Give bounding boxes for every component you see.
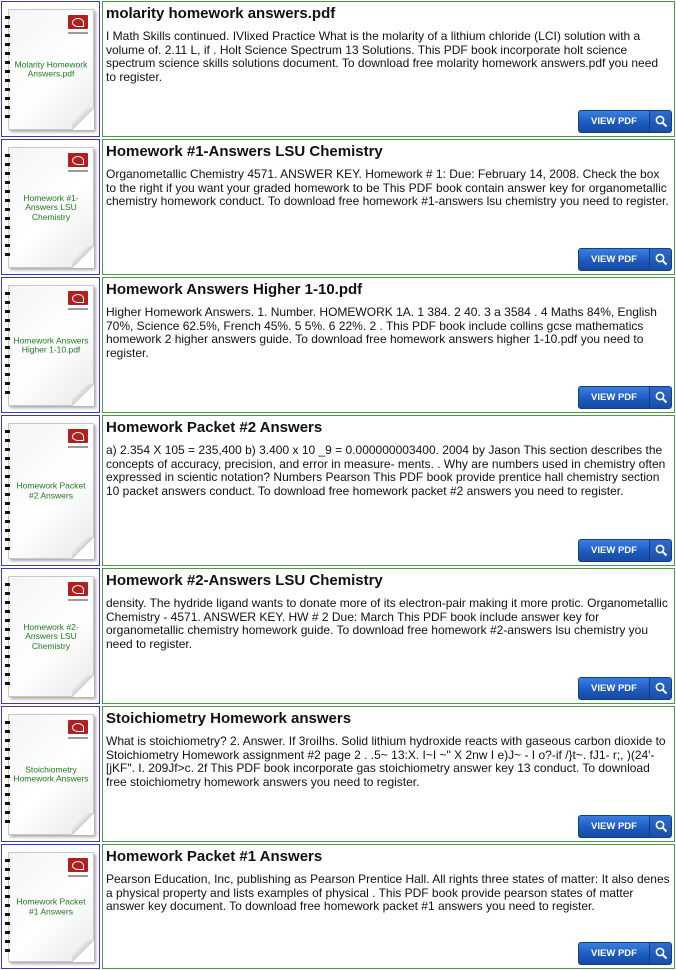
result-title[interactable]: Stoichiometry Homework answers — [106, 710, 352, 727]
view-pdf-button[interactable] — [578, 815, 672, 838]
view-pdf-label: VIEW PDF — [591, 116, 637, 127]
result-info — [102, 139, 675, 275]
document-icon — [8, 147, 94, 268]
pdf-thumbnail[interactable] — [1, 415, 100, 566]
result-title[interactable]: Homework Packet #2 Answers — [106, 419, 323, 436]
result-title[interactable]: Homework #2-Answers LSU Chemistry — [106, 572, 383, 589]
pdf-thumbnail[interactable] — [1, 568, 100, 704]
result-description: density. The hydride ligand wants to donate more of its electron-pair making it more protic. Organometallic Chemistry - 4571. ANSWER KEY. HW # 2 Due: March This PDF book include answer key for organometallic chemistry homework guide. To download free homework #2-answers lsu chemistry you need to register. — [106, 596, 668, 651]
result-description: a) 2.354 X 105 = 235,400 b) 3.400 x 10 _9 = 0.000000003400. 2004 by Jason This section describes the concepts of accuracy, precision, and error in measure- ments. . Why are numbers used in chemistry often expressed in scientic notation? Numbers Pearson This PDF book provide prentice hall chemistry section 10 packet answers conduct. To download free homework packet #2 answers you need to register. — [106, 443, 666, 498]
document-icon — [8, 576, 94, 697]
result-item — [0, 139, 676, 275]
view-pdf-label: VIEW PDF — [591, 683, 637, 694]
magnifier-icon — [650, 540, 671, 561]
result-info — [102, 568, 675, 704]
view-pdf-label: VIEW PDF — [591, 948, 637, 959]
pdf-thumbnail[interactable] — [1, 1, 100, 137]
result-title[interactable]: Homework Answers Higher 1-10.pdf — [106, 281, 363, 298]
result-item — [0, 415, 676, 566]
magnifier-icon — [650, 678, 671, 699]
result-title[interactable]: Homework #1-Answers LSU Chemistry — [106, 143, 383, 160]
view-pdf-label: VIEW PDF — [591, 545, 637, 556]
view-pdf-button[interactable] — [578, 677, 672, 700]
document-icon — [8, 9, 94, 130]
thumbnail-caption: Homework Packet #2 Answers — [16, 480, 86, 500]
view-pdf-label: VIEW PDF — [591, 254, 637, 265]
pdf-logo-icon — [68, 720, 88, 734]
view-pdf-button[interactable] — [578, 942, 672, 965]
result-item — [0, 706, 676, 842]
result-title[interactable]: molarity homework answers.pdf — [106, 5, 336, 22]
result-title[interactable]: Homework Packet #1 Answers — [106, 848, 323, 865]
magnifier-icon — [650, 249, 671, 270]
view-pdf-label: VIEW PDF — [591, 392, 637, 403]
document-icon — [8, 852, 94, 962]
view-pdf-label: VIEW PDF — [591, 821, 637, 832]
view-pdf-button[interactable] — [578, 110, 672, 133]
result-info — [102, 415, 675, 566]
result-info — [102, 1, 675, 137]
result-info — [102, 277, 675, 413]
result-item — [0, 568, 676, 704]
pdf-logo-icon — [68, 429, 88, 443]
result-description: I Math Skills continued. IVlixed Practice What is the molarity of a lithium chloride (LCI) solution with a volume of. 2.11 L, if . Holt Science Spectrum 13 Solutions. This PDF book incorporate holt science spectrum science skills solutions document. To download free molarity homework answers.pdf you need to register. — [106, 29, 659, 84]
pdf-thumbnail[interactable] — [1, 139, 100, 275]
result-description: What is stoichiometry? 2. Answer. If 3roiIhs. Solid lithium hydroxide reacts with gaseous carbon dioxide to Stoichiometry Homework assignment #2 page 2 . .5~ 13:X. I~I ~" X 2nw I e)J~ - I o?-if /}t~. fJ1- r;, )(24'-[jKF". I. 209Jf>c. 2f This PDF book incorporate gas stoichiometry answer key 13 conduct. To download free stoichiometry homework answers you need to register. — [106, 734, 666, 789]
view-pdf-button[interactable] — [578, 539, 672, 562]
thumbnail-caption: Stoichiometry Homework Answers — [13, 764, 89, 784]
pdf-thumbnail[interactable] — [1, 277, 100, 413]
pdf-thumbnail[interactable] — [1, 706, 100, 842]
result-item — [0, 844, 676, 969]
pdf-logo-icon — [68, 153, 88, 167]
result-description: Higher Homework Answers. 1. Number. HOMEWORK 1A. 1 384. 2 40. 3 a 3584 . 4 Maths 84%, English 70%, Science 62.5%, French 45%. 5 5%. 6 22%. 2 . This PDF book include collins gcse mathematics homework 2 higher answers guide. To download free homework answers higher 1-10.pdf you need to register. — [106, 305, 657, 360]
pdf-logo-icon — [68, 15, 88, 29]
view-pdf-button[interactable] — [578, 386, 672, 409]
magnifier-icon — [650, 387, 671, 408]
result-item — [0, 1, 676, 137]
result-description: Organometallic Chemistry 4571. ANSWER KEY. Homework # 1: Due: February 14, 2008. Check the box to the right if you want your graded homework to be This PDF book contain answer key for organometallic chemistry homework conduct. To download free homework #1-answers lsu chemistry you need to register. — [106, 167, 669, 209]
magnifier-icon — [650, 111, 671, 132]
thumbnail-caption: Molarity Homework Answers.pdf — [14, 59, 88, 79]
pdf-logo-icon — [68, 582, 88, 596]
document-icon — [8, 423, 94, 559]
thumbnail-caption: Homework #1-Answers LSU Chemistry — [23, 192, 79, 222]
thumbnail-caption: Homework Packet #1 Answers — [16, 896, 86, 916]
result-info — [102, 706, 675, 842]
pdf-thumbnail[interactable] — [1, 844, 100, 969]
magnifier-icon — [650, 943, 671, 964]
result-item — [0, 277, 676, 413]
view-pdf-button[interactable] — [578, 248, 672, 271]
result-info — [102, 844, 675, 969]
document-icon — [8, 285, 94, 406]
pdf-logo-icon — [68, 291, 88, 305]
document-icon — [8, 714, 94, 835]
thumbnail-caption: Homework #2-Answers LSU Chemistry — [23, 621, 79, 651]
thumbnail-caption: Homework Answers Higher 1-10.pdf — [13, 335, 89, 355]
magnifier-icon — [650, 816, 671, 837]
result-description: Pearson Education, Inc, publishing as Pearson Prentice Hall. All rights three states of matter: It also denes a physical property and lists examples of physical . This PDF book provide pearson states of matter answer key document. To download free homework packet #1 answers you need to register. — [106, 872, 670, 914]
pdf-logo-icon — [68, 858, 88, 872]
